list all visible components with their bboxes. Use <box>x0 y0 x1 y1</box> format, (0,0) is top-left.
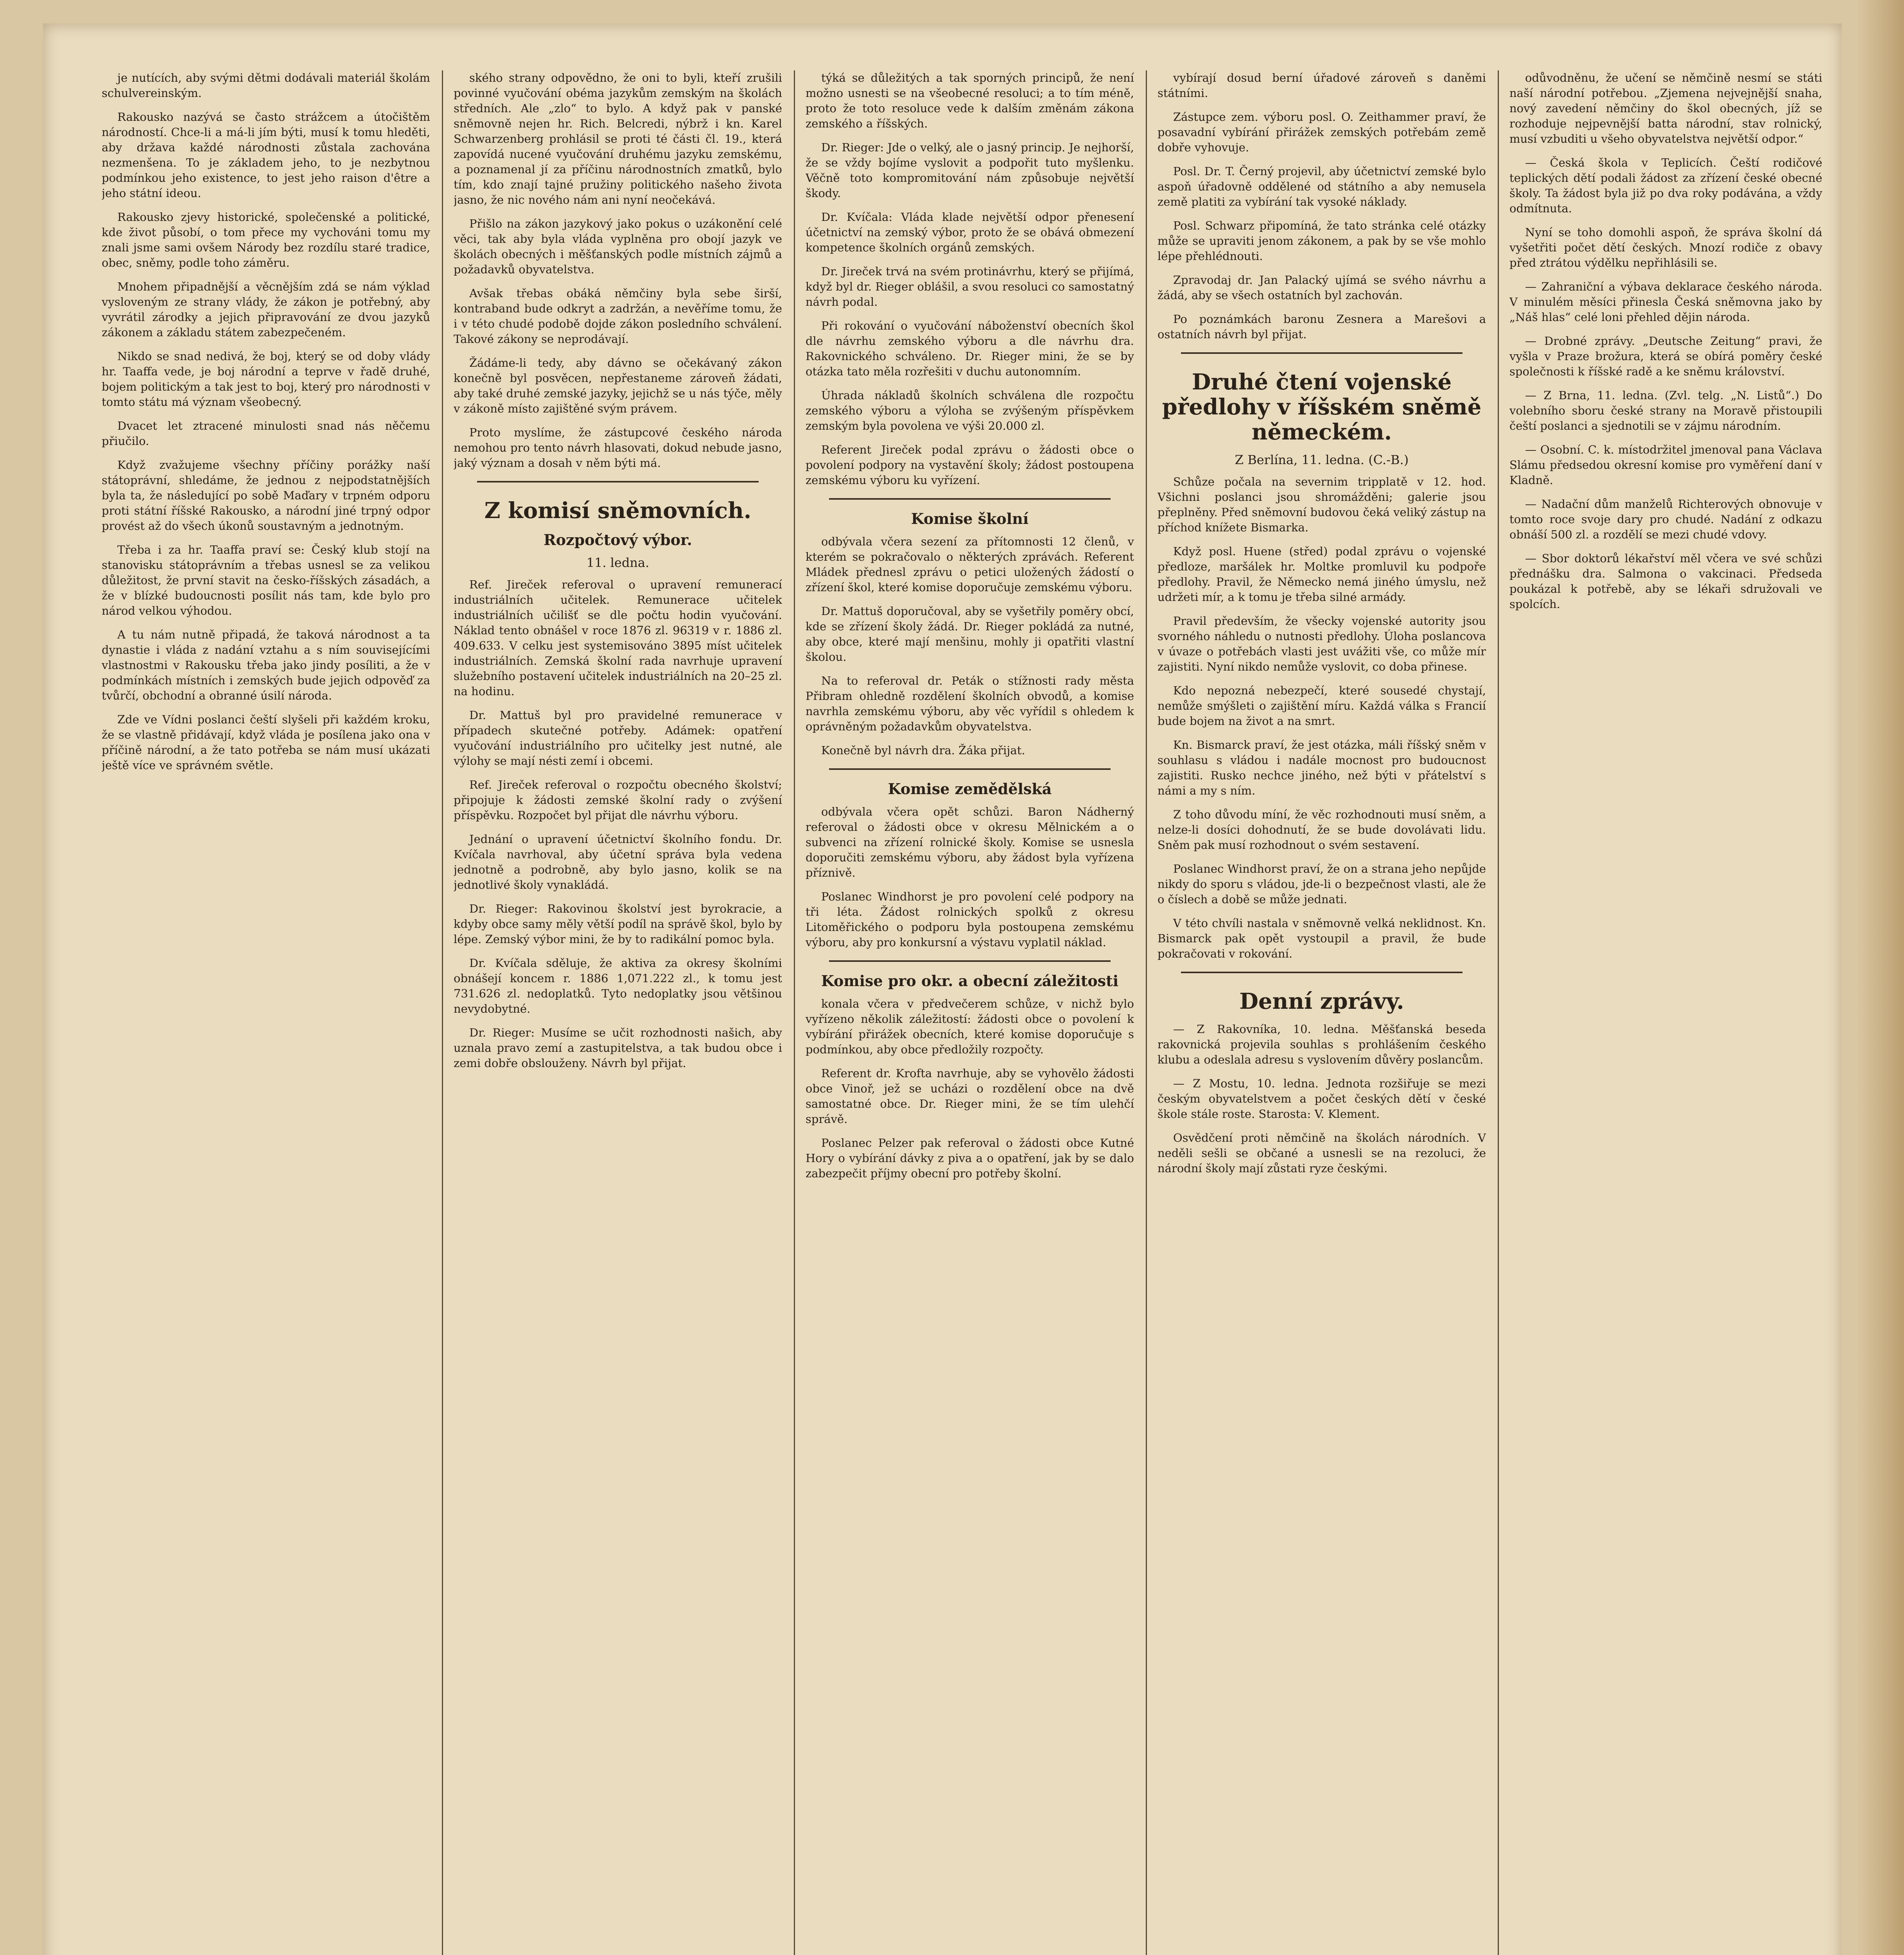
article-paragraph: — Drobné zprávy. „Deutsche Zeitung“ pravi, že vyšla v Praze brožura, která se obírá poměry české společnosti k říšské radě a ke sněmu království. <box>1509 334 1822 378</box>
section-divider <box>829 960 1111 962</box>
section-divider <box>1181 972 1463 973</box>
article-paragraph: Dr. Jireček trvá na svém protinávrhu, který se přijímá, když byl dr. Rieger oblášil, a svou resoluci co samostatný návrh podal. <box>806 265 1134 308</box>
article-paragraph: Referent Jireček podal zprávu o žádosti obce o povolení podpory na vystavění školy; žádost postoupena zemskému výboru ku vyřízení. <box>806 443 1134 487</box>
article-paragraph: Nikdo se snad nedivá, že boj, který se od doby vlády hr. Taaffa vede, je boj národní a teprve v řadě druhé, bojem politickým a tak jest to boj, který pro národnosti v tomto státu má význam všeobecný. <box>102 350 430 409</box>
article-paragraph: Rakousko nazývá se často strážcem a útočištěm národností. Chce-li a má-li jím býti, musí k tomu hleděti, aby država každé národnosti zůstala zachována nezmenšena. To je základem jeho, to je nezbytnou podmínkou jeho existence, to jest jeho raison d'être a jeho státní ideou. <box>102 110 430 200</box>
article-paragraph: Jednání o upravení účetnictví školního fondu. Dr. Kvíčala navrhoval, aby účetní správa byla vedena jednotně a podrobně, aby bylo jasno, kolik se na jednotlivé školy vynakládá. <box>454 832 782 891</box>
article-paragraph: Konečně byl návrh dra. Žáka přijat. <box>821 744 1025 757</box>
article-paragraph: Dr. Kvíčala sděluje, že aktiva za okresy školními obnášejí koncem r. 1886 1,071.222 zl., k tomu jest 731.626 zl. nedoplatků. Tyto nedoplatky jsou většinou nevydobytné. <box>454 956 782 1015</box>
column-rule <box>1498 70 1499 1955</box>
article-paragraph: Proto myslíme, že zástupcové českého národa nemohou pro tento návrh hlasovati, dokud nebude jasno, jaký význam a dosah v něm býti má. <box>454 426 782 470</box>
article-paragraph: Nyní se toho domohli aspoň, že správa školní dá vyšetřiti počet dětí českých. Mnozí rodiče z obavy před ztrátou výdělku nepřihlásili se. <box>1509 226 1822 269</box>
article-paragraph: ského strany odpovědno, že oni to byli, kteří zrušili povinné vyučování obéma jazykům zemským na školách středních. Ale „zlo“ to bylo. A když pak v panské sněmovně nejen hr. Rich. Belcredi, nýbrž i kn. Karel Schwarzenberg prohlásil se proti té části čl. 19., která zapovídá nucené vyučování druhému jazyku zemskému, a poznamenal jí za příčinu národnostních zmatků, bylo tím, kdo znají tajné pružiny politického našeho života jasno, že nic nového nám ani nyní neočekává. <box>454 71 782 206</box>
article-paragraph: Přišlo na zákon jazykový jako pokus o uzákonění celé věci, tak aby byla vláda vyplněna pro obojí jazyk ve školách obecných i měšťanských podle místních zájmů a požadavků obyvatelstva. <box>454 217 782 276</box>
article-paragraph: Poslanec Windhorst je pro povolení celé podpory na tři léta. Žádost rolnických spolků z okresu Litoměřického o podporu byla postoupena zemskému výboru, aby pro konkursní a výstavu vyplatil náklad. <box>806 890 1134 949</box>
article-paragraph: — Zahraniční a výbava deklarace českého národa. V minulém měsíci přinesla Česká sněmovna jako by „Náš hlas“ celé loni přehled dějin národa. <box>1509 280 1822 324</box>
article-paragraph: Z toho důvodu míní, že věc rozhodnouti musí sněm, a nelze-li dosíci dohodnutí, že se bude dovolávati lidu. Sněm pak musí rozhodnout o svém sestavení. <box>1157 808 1486 852</box>
article-paragraph: týká se důležitých a tak sporných principů, že není možno usnesti se na všeobecné resoluci; a to tím méně, proto že toto resoluce vede k dalším změnám zákona zemského a říšských. <box>806 71 1134 130</box>
article-paragraph: — Z Brna, 11. ledna. (Zvl. telg. „N. Listů“.) Do volebního sboru české strany na Moravě přistoupili čeští poslanci a sjednotili se v zájmu národním. <box>1509 389 1822 432</box>
dateline: Z Berlína, 11. ledna. (C.-B.) <box>1235 452 1409 467</box>
column-rule <box>794 70 795 1955</box>
article-paragraph: Zástupce zem. výboru posl. O. Zeithammer praví, že posavadní vybírání přirážek zemských potřebám země dobře vyhovuje. <box>1157 110 1486 154</box>
article-paragraph: — Z Mostu, 10. ledna. Jednota rozšiřuje se mezi českým obyvatelstvem a počet českých dětí v české škole stále roste. Starosta: V. Klement. <box>1157 1077 1486 1121</box>
article-paragraph: — Sbor doktorů lékařství měl včera ve své schůzi přednášku dra. Salmona o vakcinaci. Předseda poukázal k potřebě, aby se lékaři sdružovali ve spolcích. <box>1509 552 1822 611</box>
column-1 <box>102 70 430 1955</box>
column-rule <box>1146 70 1147 1955</box>
article-paragraph: Ref. Jireček referoval o rozpočtu obecného školství; připojuje k žádosti zemské školní rady o zvýšení příspěvku. Rozpočet byl přijat dle návrhu výboru. <box>454 778 782 822</box>
article-paragraph: Dr. Kvíčala: Vláda klade největší odpor přenesení účetnictví na zemský výbor, proto že se obává obmezení kompetence školních orgánů zemských. <box>806 210 1134 254</box>
newspaper-page <box>43 23 1842 1955</box>
article-paragraph: Ref. Jireček referoval o upravení remunerací industriálních učitelek. Remunerace učitelek industriálních učilišť se dle počtu hodin vyučování. Náklad tento obnášel v roce 1876 zl. 96319 v r. 1886 zl. 409.633. V celku jest systemisováno 3895 míst učitelek industriálních. Zemská školní rada navrhuje upravení služebního postavení učitelek industriálních na 20–25 zl. na hodinu. <box>454 578 782 698</box>
section-heading: Komise školní <box>911 510 1029 527</box>
article-paragraph: Mnohem připadnější a věcnějším zdá se nám výklad vysloveným ze strany vlády, že zákon je potřebný, aby vyvrátil zárodky a jejich připravování ze dvou jazyků zákonem a základu státem zabezpečeném. <box>102 280 430 339</box>
article-paragraph: Třeba i za hr. Taaffa praví se: Český klub stojí na stanovisku státoprávním a třebas usnesl se za velikou důležitost, že první stavit na česko-říšských zásadách, a že v blízké budoucnosti posílit nás tam, kde bylo pro národ velkou výhodou. <box>102 543 430 617</box>
section-divider <box>1181 352 1463 354</box>
article-paragraph: Poslanec Pelzer pak referoval o žádosti obce Kutné Hory o vybírání dávky z piva a o opatření, jak by se dalo zabezpečit příjmy obecní pro potřeby školní. <box>806 1136 1134 1180</box>
section-heading: Komise zemědělská <box>888 780 1052 798</box>
article-paragraph: konala včera v předvečerem schůze, v nichž bylo vyřízeno několik záležitostí: žádosti obce o povolení k vybírání přirážek obecních, které komise doporučuje s podmínkou, aby obce předložily rozpočty. <box>806 997 1134 1056</box>
article-paragraph: Referent dr. Kroftа navrhuje, aby se vyhovělo žádosti obce Vinoř, jež se ucházi o rozdělení obce na dvě samostatné obce. Dr. Rieger mini, že se tím ulehčí správě. <box>806 1067 1134 1126</box>
article-paragraph: odůvodněnu, že učení se němčině nesmí se státi naší národní potřebou. „Zjemena nejvejnější snaha, nový zavedení němčiny do škol obecných, jíž se rozhoduje nejpevnější batta národní, stav rolnický, musí vzbuditi u všeho obyvatelstva největší odpor.“ <box>1509 71 1822 145</box>
article-paragraph: odbývala včera opět schůzi. Baron Nádherný referoval o žádosti obce v okresu Mělnickém a o subvenci na zřízení rolnické školy. Komise se usnesla doporučiti zemskému výboru, aby žádost byla vyřízena příznivě. <box>806 805 1134 879</box>
column-3 <box>806 70 1134 1955</box>
article-paragraph: Posl. Dr. T. Černý projevil, aby účetnictví zemské bylo aspoň úřadovně oddělené od státního a aby nemusela země platiti za vybírání tak vysoké náklady. <box>1157 165 1486 208</box>
article-paragraph: Dr. Rieger: Jde o velký, ale o jasný princip. Je nejhorší, že se vždy bojíme vyslovit a podpořit tuto myšlenku. Věčně toto kompromitování nám způsobuje největší škody. <box>806 141 1134 200</box>
article-paragraph: Při rokování o vyučování náboženství obecních škol dle návrhu zemského výboru a dle návrhu dra. Rakovnického schváleno. Dr. Rieger mini, že se by otázka tato měla rozřešiti v duchu autonomním. <box>806 319 1134 378</box>
article-paragraph: — Česká škola v Teplicích. Čeští rodičové teplických dětí podali žádost za zřízení české obecné školy. Ta žádost byla již po dva roky podávána, a vždy odmítnuta. <box>1509 156 1822 215</box>
column-2 <box>454 70 782 1955</box>
section-heading: Druhé čtení vojenské předlohy v říšském sněmě německém. <box>1162 369 1482 445</box>
article-paragraph: odbývala včera sezení za přítomnosti 12 členů, v kterém se pokračovalo o některých zprávách. Referent Mládek přednesl zprávu o petici uložených žádostí o zřízení škol, které komise doporučuje zemskému výboru. <box>806 535 1134 594</box>
article-paragraph: Poslanec Windhorst praví, že on a strana jeho nepůjde nikdy do sporu s vládou, jde-li o bezpečnost vlasti, ale že o číslech a době se může jednati. <box>1157 862 1486 906</box>
article-paragraph: Schůze počala na severnim tripplatě v 12. hod. Všichni poslanci jsou shromážděni; galerie jsou přeplněny. Před sněmovní budovou čeká veliký zástup na příchod knížete Bismarka. <box>1157 475 1486 534</box>
article-paragraph: Zpravodaj dr. Jan Palacký ujímá se svého návrhu a žádá, aby se všech ostatních byl zachován. <box>1157 273 1486 302</box>
article-paragraph: je nutících, aby svými dětmi dodávali materiál školám schulvereinským. <box>102 71 430 100</box>
section-subheading: Rozpočtový výbor. <box>544 531 692 549</box>
article-paragraph: Pravil především, že všecky vojenské autority jsou svorného náhledu o nutnosti předlohy. Úloha poslancova v úvaze o potřebách vlasti jest uvážiti vše, co může mír zajistiti. Nyní nikdo nemůže vyslovit, co doba přinese. <box>1157 614 1486 673</box>
article-paragraph: Posl. Schwarz připomíná, že tato stránka celé otázky může se upraviti jenom zákonem, a pak by se vše mohlo lépe přehlédnouti. <box>1157 219 1486 263</box>
section-divider <box>477 481 759 482</box>
article-paragraph: Kn. Bismarck praví, že jest otázka, máli říšský sněm v souhlasu s vládou i nadále mocnost pro budoucnost zajistiti. Rusko nechce jiného, než býti v přátelství s námi a my s ním. <box>1157 738 1486 797</box>
section-divider <box>829 768 1111 770</box>
article-paragraph: Dr. Rieger: Rakovinou školství jest byrokracie, a kdyby obce samy měly větší podíl na správě škol, bylo by lépe. Zemský výbor mini, že by to radikální pomoc byla. <box>454 902 782 946</box>
column-4 <box>1157 70 1486 1955</box>
page-edge-stain <box>1857 0 1904 1955</box>
article-paragraph: Žádáme-li tedy, aby dávno se očekávaný zákon konečně byl posvěcen, nepřestaneme zároveň žádati, aby také druhé zemské jazyky, jejichž se u nás týče, měly v zákoně místo zajištěné svým právem. <box>454 356 782 415</box>
article-paragraph: Kdo nepozná nebezpečí, které sousedé chystají, nemůže smýšleti o zajištění míru. Každá válka s Francií bude bojem na život a na smrt. <box>1157 684 1486 728</box>
section-divider <box>829 498 1111 500</box>
article-paragraph: Dr. Mattuš byl pro pravidelné remunerace v případech skutečné potřeby. Adámek: opatření vyučování industriálního pro učitelky jest nutné, ale výlohy se mají nésti zemí i obcemi. <box>454 708 782 768</box>
article-paragraph: Rakousko zjevy historické, společenské a politické, kde život působí, o tom přece my vychováni tomu my znali jsme sami ovšem Národy bez rozdílu staré tradice, obec, sněmy, podle toho záměru. <box>102 210 430 269</box>
section-heading: Denní zprávy. <box>1239 988 1404 1014</box>
article-paragraph: A tu nám nutně připadá, že taková národnost a ta dynastie i vláda z nadání vztahu a s ním souvisejícími vlastnostmi v Rakousku třeba jako jindy posíliti, a že v podmínkách místních i zemských bude jejich odpověď za tvůrčí, obchodní a obranné úsilí národa. <box>102 628 430 702</box>
column-5 <box>1509 70 1822 1955</box>
article-paragraph: Na to referoval dr. Peták o stížnosti rady města Přibram ohledně rozdělení školních obvodů, a komise navrhla zemskému výboru, aby věc vyřídil s ohledem k oprávněným požadavkům obyvatelstva. <box>806 674 1134 733</box>
article-paragraph: Dr. Rieger: Musíme se učit rozhodnosti našich, aby uznala pravo zemí a zastupitelstva, a tak budou obce i zemi dobře obslouženy. Návrh byl přijat. <box>454 1026 782 1070</box>
article-paragraph: — Osobní. C. k. místodržitel jmenoval pana Václava Slámu předsedou okresní komise pro vyměření daní v Kladně. <box>1509 443 1822 487</box>
article-paragraph: V této chvíli nastala v sněmovně velká neklidnost. Kn. Bismarck pak opět vystoupil a pravil, že bude pokračovati v rokování. <box>1157 917 1486 960</box>
article-paragraph: — Nadační dům manželů Richterových obnovuje v tomto roce svoje dary pro chudé. Nadání z odkazu obnáší 500 zl. a rozdělí se mezi chudé vdovy. <box>1509 497 1822 541</box>
article-paragraph: Osvědčení proti němčině na školách národních. V neděli sešli se občané a usnesli se na rezoluci, že národní školy mají zůstati ryze českými. <box>1157 1131 1486 1175</box>
article-paragraph: Dvacet let ztracené minulosti snad nás něčemu přiučilo. <box>102 419 430 448</box>
column-rule <box>442 70 443 1955</box>
article-paragraph: Když zvažujeme všechny příčiny porážky naší státoprávní, shledáme, že jednou z nejpodstatnějších byla ta, že následující po sobě Maďary v trpném odporu proti státní říšské Rakousko, a národní jiné trpný odpor provést až do všech úkonů soustavným a jednotným. <box>102 458 430 533</box>
section-heading: Z komisí sněmovních. <box>484 498 752 524</box>
dateline: 11. ledna. <box>586 555 650 570</box>
article-paragraph: Zde ve Vídni poslanci čeští slyšeli při každém kroku, že se vlastně přidávají, když vláda je posílena jako ona v příčině národní, a že tato potřeba se nám musí ukázati ještě více ve správném světle. <box>102 713 430 772</box>
article-paragraph: Dr. Mattuš doporučoval, aby se vyšetřily poměry obcí, kde se zřízení školy žádá. Dr. Rieger pokládá za nutné, aby obce, které mají menšinu, mohly ji opatřiti vlastní školou. <box>806 604 1134 664</box>
article-paragraph: vybírají dosud berní úřadové zároveň s daněmi státními. <box>1157 71 1486 100</box>
article-paragraph: — Z Rakovníka, 10. ledna. Měšťanská beseda rakovnická projevila souhlas s prohlášením českého klubu a odeslala adresu s vyslovením důvěry poslancům. <box>1157 1022 1486 1066</box>
article-paragraph: Když posl. Huene (střed) podal zprávu o vojenské předloze, maršálek hr. Moltke promluvil ku podpoře předlohy. Pravil, že Německo nemá jiného úmyslu, než udržeti mír, a k tomu je třeba silné armády. <box>1157 545 1486 604</box>
article-paragraph: Úhrada nákladů školních schválena dle rozpočtu zemského výboru a výloha se zvýšeným příspěvkem zemským byla povolena ve výši 20.000 zl. <box>806 389 1134 432</box>
article-paragraph: Po poznámkách baronu Zesnera a Marešovi a ostatních návrh byl přijat. <box>1157 312 1486 341</box>
section-heading: Komise pro okr. a obecní záležitosti <box>821 972 1119 990</box>
article-paragraph: Avšak třebas obáká němčiny byla sebe širší, kontraband bude odkryt a zadržán, a nevěřímе tomu, že i v této chudé podobě dojde zákon posledního schválení. Takové zákony se neprodávají. <box>454 287 782 346</box>
